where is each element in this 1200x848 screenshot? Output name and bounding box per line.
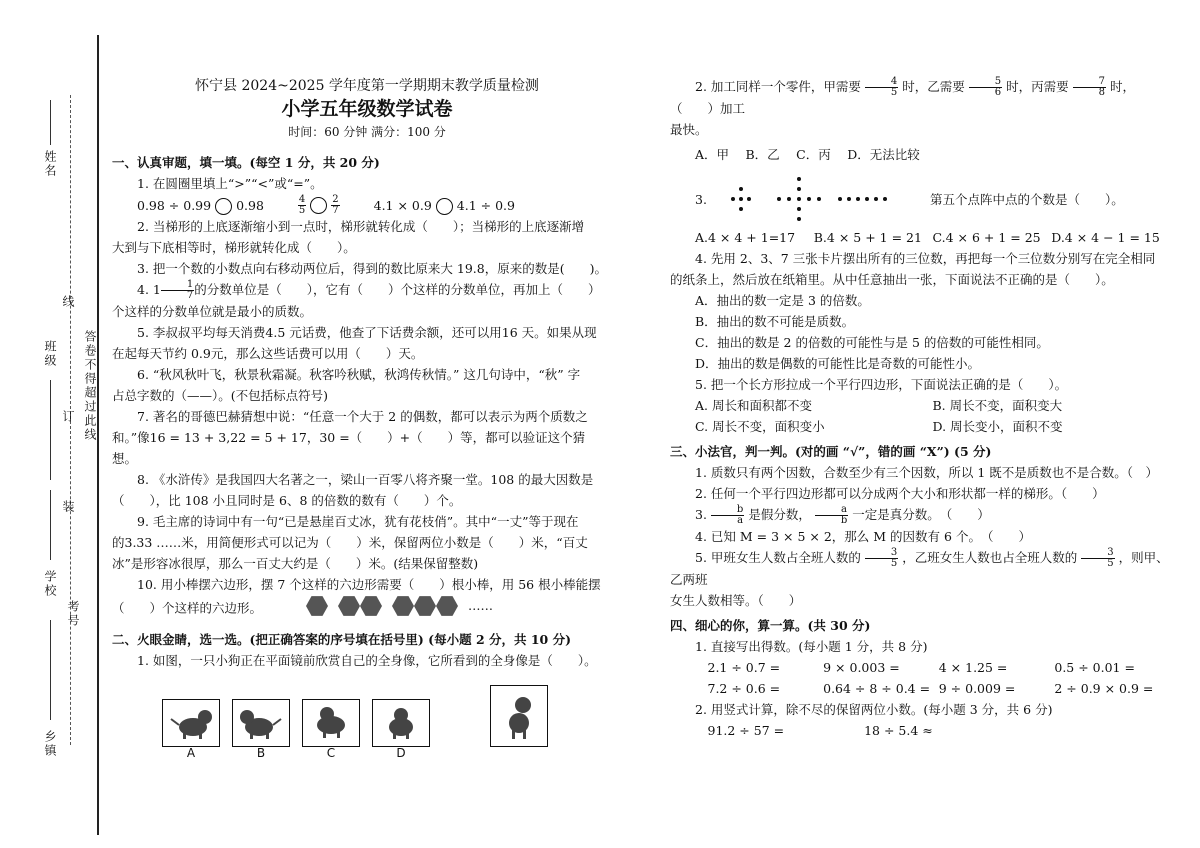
- fraction: $\frac{b}{a}$: [711, 505, 744, 526]
- section-1-title: 一、认真审题，填一填。(每空 1 分，共 20 分): [112, 155, 380, 170]
- name-blank: [50, 100, 51, 145]
- q1-7c: 想。: [112, 451, 138, 466]
- q2-5: 5. 把一个长方形拉成一个平行四边形，下面说法正确的是（ ）。: [695, 377, 1068, 392]
- q2-3-number: 3.: [695, 191, 707, 207]
- q1-6a: 6. “秋风秋叶飞，秋景秋霜凝。秋客吟秋赋，秋鸿传秋情。” 这几句诗中，“秋” 字: [137, 367, 581, 382]
- q3-1: 1. 质数只有两个因数，合数至少有三个因数，所以 1 既不是质数也不是合数。（ ）: [695, 465, 1159, 480]
- section-2-title: 二、火眼金睛，选一选。(把正确答案的序号填在括号里) (每小题 2 分，共 10 分): [112, 632, 572, 647]
- q1-9c: 冰”是形容冰很厚，那么一百丈大约是（ ）米。(结果保留整数): [112, 556, 479, 571]
- section-3-title: 三、小法官，判一判。(对的画 “√”，错的画 “X”) (5 分): [670, 444, 992, 459]
- exam-meta: 时间：60 分钟 满分：100 分: [288, 125, 446, 139]
- q2-1: 1. 如图，一只小狗正在平面镜前欣赏自己的全身像，它所看到的全身像是（ ）。: [137, 653, 597, 668]
- hexagon-icon: [436, 595, 458, 617]
- q4-1: 1. 直接写出得数。(每小题 1 分，共 8 分): [695, 639, 928, 654]
- q3-5: 5. 甲班女生人数占全班人数的 $\frac{3}{5}$ ，乙班女生人数也占全班人数的 $\frac{3}{5}$ ，则甲、乙两班: [670, 547, 1169, 587]
- dog-icon: [499, 691, 539, 741]
- school-label: 学校: [43, 570, 57, 598]
- hexagon-icon: [414, 595, 436, 617]
- fraction: $\frac{4}{5}$: [298, 194, 306, 216]
- compare-circle[interactable]: [215, 198, 232, 215]
- hexagon-figures: [306, 595, 493, 623]
- option: D. 周长变小，面积不变: [932, 419, 1063, 434]
- calc-item: 18 ÷ 5.4 ≈: [864, 723, 933, 738]
- option: A.4 × 4 + 1=17: [695, 230, 796, 245]
- fraction: $\frac{1}{7}$: [161, 280, 194, 301]
- q1c-left: 4.1 × 0.9: [373, 197, 432, 213]
- calc-item: 2.1 ÷ 0.7 =: [707, 660, 781, 675]
- binding-margin: [0, 0, 112, 848]
- calc-item: 0.5 ÷ 0.01 =: [1054, 660, 1135, 675]
- dog-icon: [237, 705, 285, 741]
- q2-5-options-row2: [670, 416, 1170, 437]
- dog-option-c[interactable]: [302, 699, 360, 760]
- notice-text: 答卷不得超过此线: [83, 330, 97, 442]
- q1-9a: 9. 毛主席的诗词中有一句“已是悬崖百丈冰，犹有花枝俏”。其中“一丈”等于现在: [137, 514, 579, 529]
- q1-5b: 在起每天节约 0.9元，那么这些话费可以用（ ）天。: [112, 346, 424, 361]
- fraction: $\frac{4}{5}$: [865, 77, 898, 98]
- option: C.4 × 6 + 1 = 25: [932, 230, 1041, 245]
- line-label: 线: [61, 295, 75, 309]
- calc-row-2: [670, 678, 1170, 699]
- q1-7b: 和。”像16 = 13 + 3,22 = 5 + 17，30 =（ ）+（ ）等，都可以验证这个猜: [112, 430, 586, 445]
- dog-icon: [167, 705, 215, 741]
- school-blank: [50, 490, 51, 560]
- q1-10b: （ ）个这样的六边形。 ……: [112, 595, 622, 623]
- q2-3-options: [670, 227, 1170, 248]
- q1-1: 1. 在圆圈里填上“>”“<”或“=”。: [137, 176, 323, 191]
- q1-4b: 个这样的分数单位就是最小的质数。: [112, 304, 313, 319]
- option: B.4 × 5 + 1 = 21: [813, 230, 922, 245]
- class-label: 班级: [43, 340, 57, 368]
- calc-item: 7.2 ÷ 0.6 =: [707, 681, 781, 696]
- right-column: [670, 70, 1170, 741]
- town-blank: [50, 620, 51, 720]
- dog-icon: [307, 705, 355, 741]
- q1-5a: 5. 李叔叔平均每天消费4.5 元话费，他查了下话费余额，还可以用16 天。如果从现: [137, 325, 597, 340]
- q1-2b: 大到与下底相等时，梯形就转化成（ ）。: [112, 240, 356, 255]
- fraction: $\frac{5}{6}$: [969, 77, 1002, 98]
- q2-4-option-c: C．抽出的数是 2 的倍数的可能性与是 5 的倍数的可能性相同。: [695, 335, 1049, 350]
- q3-2: 2. 任何一个平行四边形都可以分成两个大小和形状都一样的梯形。（ ）: [695, 486, 1105, 501]
- q1-1-items: [112, 194, 622, 216]
- q3-5b: 女生人数相等。（ ）: [670, 593, 802, 608]
- fraction: $\frac{a}{b}$: [815, 505, 848, 526]
- seal-label: 装: [61, 500, 75, 514]
- bind-label: 订: [61, 410, 75, 424]
- q1c-right: 4.1 ÷ 0.9: [456, 197, 515, 213]
- calc-item: 0.64 ÷ 8 ÷ 0.4 =: [823, 681, 931, 696]
- option-label: B: [256, 746, 266, 760]
- q2-4-option-a: A．抽出的数一定是 3 的倍数。: [695, 293, 870, 308]
- calc-item: 4 × 1.25 =: [938, 660, 1008, 675]
- left-column: [112, 70, 622, 760]
- compare-circle[interactable]: [310, 197, 327, 214]
- hexagon-icon: [338, 595, 360, 617]
- q3-3: 3. $\frac{b}{a}$ 是假分数， $\frac{a}{b}$ 一定是真分数。 （ ）: [695, 504, 990, 526]
- calc-item: 91.2 ÷ 57 =: [707, 723, 785, 738]
- q2-4b: 的纸条上，然后放在纸箱里。从中任意抽出一张，下面说法不正确的是（ ）。: [670, 272, 1114, 287]
- q1-8a: 8. 《水浒传》是我国四大名著之一，梁山一百零八将齐聚一堂。108 的最大因数是: [137, 472, 594, 487]
- q1-7a: 7. 著名的哥德巴赫猜想中说：“任意一个大于 2 的偶数，都可以表示为两个质数之: [137, 409, 588, 424]
- q1-3: 3. 把一个数的小数点向右移动两位后，得到的数比原来大 19.8，原来的数是( )。: [137, 261, 607, 276]
- option: D.4 × 4 − 1 = 15: [1051, 230, 1160, 245]
- q1a-left: 0.98 ÷ 0.99: [137, 197, 212, 213]
- q2-3: [670, 175, 1170, 223]
- calc-item: 9 ÷ 0.009 =: [938, 681, 1016, 696]
- option-label: D: [396, 746, 406, 760]
- hexagon-icon: [360, 595, 382, 617]
- q2-3-text: 第五个点阵中点的个数是（ ）。: [929, 191, 1124, 207]
- q1-8b: （ ），比 108 小且同时是 6、8 的倍数的数有（ ）个。: [112, 493, 462, 508]
- q2-2b: 最快。: [670, 122, 708, 137]
- class-blank: [50, 380, 51, 480]
- option-label: A: [186, 746, 196, 760]
- q2-4-option-d: D．抽出的数是偶数的可能性比是奇数的可能性小。: [695, 356, 981, 371]
- option: A. 周长和面积都不变: [695, 398, 812, 413]
- fraction: $\frac{3}{5}$: [865, 548, 898, 569]
- q2-4a: 4. 先用 2、3、7 三张卡片摆出所有的三位数，再把每一个三位数分别写在完全相同: [695, 251, 1156, 266]
- q3-4: 4. 已知 M = 3 × 5 × 2，那么 M 的因数有 6 个。 （ ）: [695, 529, 1031, 544]
- seat-label: 考号: [66, 600, 80, 628]
- dog-original: [490, 685, 548, 747]
- town-label: 乡镇: [43, 730, 57, 758]
- q2-2: 2. 加工同样一个零件，甲需要 $\frac{4}{5}$ 时，乙需要 $\frac{5}{6}$ 时，丙需要 $\frac{7}{8}$ 时，（ ）加工: [670, 76, 1135, 116]
- compare-circle[interactable]: [436, 198, 453, 215]
- q2-2-options: A．甲 B．乙 C．丙 D．无法比较: [695, 147, 920, 162]
- dot-pattern-3: [837, 194, 891, 204]
- exam-title: 小学五年级数学试卷: [281, 98, 453, 120]
- q1-4a: 4. 1 $\frac{1}{7}$ 的分数单位是（ ），它有（ ）个这样的分数单位，再加上（ ）: [137, 279, 601, 301]
- dot-pattern-1: [721, 179, 761, 219]
- ellipsis: ……: [468, 598, 493, 613]
- option: B. 周长不变，面积变大: [932, 398, 1063, 413]
- dog-option-a[interactable]: [162, 699, 220, 760]
- dog-option-d[interactable]: [372, 699, 430, 760]
- section-4-title: 四、细心的你，算一算。(共 30 分): [670, 618, 871, 633]
- hexagon-icon: [306, 595, 328, 617]
- dot-pattern-2: [775, 175, 823, 223]
- hexagon-icon: [392, 595, 414, 617]
- q4-2: 2. 用竖式计算，除不尽的保留两位小数。(每小题 3 分，共 6 分): [695, 702, 1053, 717]
- name-label: 姓名: [43, 150, 57, 178]
- q2-4-option-b: B．抽出的数不可能是质数。: [695, 314, 855, 329]
- fraction: $\frac{3}{5}$: [1081, 548, 1114, 569]
- calc-item: 9 × 0.003 =: [823, 660, 900, 675]
- dog-icon: [377, 705, 425, 741]
- option-label: C: [326, 746, 336, 760]
- q1-2a: 2. 当梯形的上底逐渐缩小到一点时，梯形就转化成（ ）；当梯形的上底逐渐增: [137, 219, 585, 234]
- q2-5-options-row1: [670, 395, 1170, 416]
- exam-org: 怀宁县 2024~2025 学年度第一学期期末教学质量检测: [195, 78, 539, 94]
- option: C. 周长不变，面积变小: [695, 419, 825, 434]
- q1a-right: 0.98: [236, 197, 264, 213]
- calc-row-1: [670, 657, 1170, 678]
- calc-item: 2 ÷ 0.9 × 0.9 =: [1054, 681, 1154, 696]
- dog-option-b[interactable]: [232, 699, 290, 760]
- q1-9b: 的3.33 ……米，用简便形式可以记为（ ）米，保留两位小数是（ ）米，“百丈: [112, 535, 588, 550]
- calc-row-3: [670, 720, 1170, 741]
- q1-6b: 占总字数的（——）。(不包括标点符号): [112, 388, 329, 403]
- q1-10a: 10. 用小棒摆六边形，摆 7 个这样的六边形需要（ ）根小棒，用 56 根小棒能摆: [137, 577, 601, 592]
- dog-options: [162, 685, 622, 760]
- fraction: $\frac{2}{7}$: [332, 194, 339, 216]
- fraction: $\frac{7}{8}$: [1073, 77, 1106, 98]
